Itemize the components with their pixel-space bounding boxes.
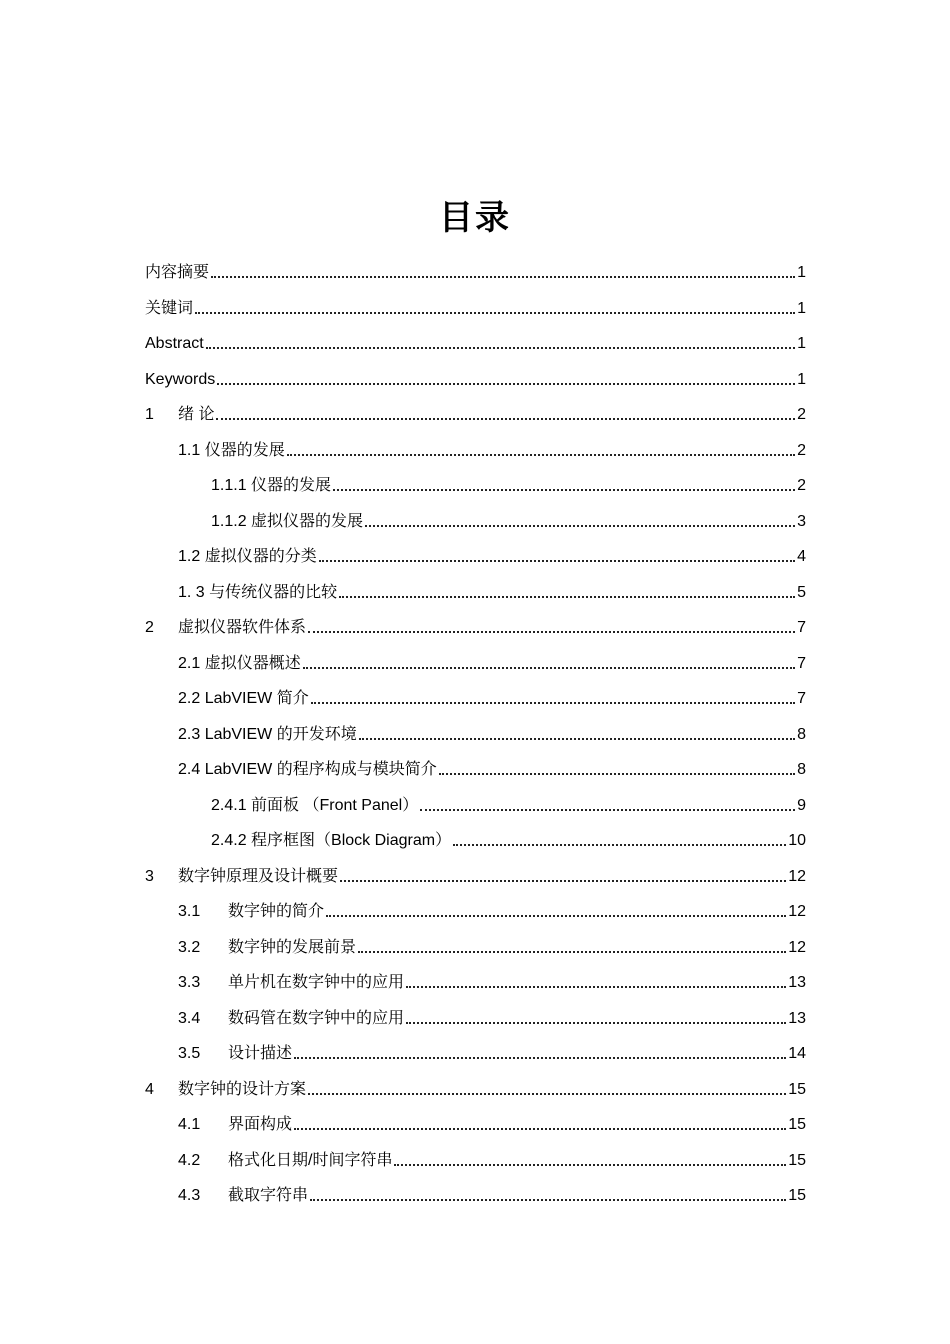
- toc-entry-title: 内容摘要: [145, 264, 210, 281]
- toc-entry-page: 12: [788, 938, 806, 956]
- toc-entry-page: 8: [797, 761, 806, 778]
- toc-entry[interactable]: [178, 675, 806, 709]
- toc-entry-title: 截取字符串: [228, 1187, 309, 1204]
- toc-entry-page: 2: [797, 441, 806, 459]
- toc-entry[interactable]: [145, 853, 806, 887]
- toc-entry-page: 7: [797, 619, 806, 636]
- toc-entry-title: 2.3 LabVIEW 的开发环境: [178, 725, 357, 743]
- toc-entry[interactable]: [145, 356, 806, 390]
- dot-leader: [308, 1093, 786, 1095]
- toc-entry-title: 2.4.1 前面板 （Front Panel）: [211, 796, 419, 814]
- toc-entry[interactable]: [178, 1137, 806, 1171]
- toc-entry-number: 4.1: [178, 1116, 201, 1133]
- toc-entry-page: 1: [797, 370, 806, 388]
- dot-leader: [359, 738, 795, 740]
- toc-entry-title: Keywords: [145, 370, 216, 388]
- toc-entry-title: 设计描述: [228, 1045, 293, 1062]
- dot-leader: [439, 773, 795, 775]
- toc-entry-number: 1: [145, 406, 154, 423]
- toc-entry-page: 13: [788, 1009, 806, 1027]
- toc-entry-page: 15: [788, 1151, 806, 1169]
- toc-entry-title: 1.1.1 仪器的发展: [211, 477, 332, 494]
- toc-entry[interactable]: [178, 533, 806, 567]
- toc-entry-number: 3.1: [178, 903, 201, 920]
- toc-entry-page: 7: [797, 690, 806, 707]
- toc-entry-number: 4.3: [178, 1187, 201, 1204]
- dot-leader: [311, 702, 795, 704]
- toc-entry[interactable]: [178, 888, 806, 922]
- toc-entry-page: 1: [797, 299, 806, 317]
- dot-leader: [340, 880, 786, 882]
- toc-entry-title: 格式化日期/时间字符串: [228, 1151, 393, 1169]
- toc-entry-number: 2: [145, 619, 154, 636]
- toc-entry[interactable]: [211, 462, 806, 496]
- toc-entry[interactable]: [178, 427, 806, 461]
- toc-entry-title: 数字钟的发展前景: [228, 938, 357, 956]
- dot-leader: [294, 1128, 786, 1130]
- dot-leader: [333, 489, 795, 491]
- toc-entry-title: 1.1 仪器的发展: [178, 441, 285, 459]
- toc-entry-number: 4.2: [178, 1151, 201, 1169]
- toc-entry-title: 1.1.2 虚拟仪器的发展: [211, 512, 364, 530]
- page-title: 目录: [439, 198, 511, 238]
- dot-leader: [287, 454, 795, 456]
- toc-entry-title: Abstract: [145, 335, 204, 352]
- toc-entry-title: 虚拟仪器软件体系: [178, 619, 307, 636]
- toc-entry-page: 15: [788, 1116, 806, 1133]
- toc-entry[interactable]: [145, 249, 806, 283]
- toc-entry-title: 数码管在数字钟中的应用: [228, 1009, 405, 1027]
- dot-leader: [420, 809, 795, 811]
- toc-entry-title: 2.4 LabVIEW 的程序构成与模块简介: [178, 761, 437, 778]
- toc-entry-page: 15: [788, 1187, 806, 1204]
- toc-entry-page: 7: [797, 654, 806, 672]
- dot-leader: [310, 1199, 786, 1201]
- dot-leader: [326, 915, 786, 917]
- toc-entry-number: 3.5: [178, 1045, 201, 1062]
- toc-entry-title: 数字钟的简介: [228, 903, 325, 920]
- toc-entry[interactable]: [178, 924, 806, 958]
- dot-leader: [365, 525, 795, 527]
- toc-entry-number: 3: [145, 867, 154, 885]
- toc-entry[interactable]: [145, 1066, 806, 1100]
- toc-entry-page: 12: [788, 903, 806, 920]
- toc-entry[interactable]: [178, 746, 806, 780]
- toc-entry[interactable]: [178, 959, 806, 993]
- toc-entry[interactable]: [178, 1030, 806, 1064]
- toc-entry-page: 9: [797, 796, 806, 814]
- toc-entry-title: 绪 论: [178, 406, 215, 423]
- toc-entry-page: 2: [797, 406, 806, 423]
- toc-entry[interactable]: [145, 320, 806, 354]
- toc-entry-page: 4: [797, 548, 806, 565]
- dot-leader: [406, 1022, 786, 1024]
- toc-entry-number: 3.3: [178, 974, 201, 991]
- toc-entry-page: 8: [797, 725, 806, 743]
- toc-entry-page: 15: [788, 1080, 806, 1098]
- toc-entry-title: 数字钟的设计方案: [178, 1080, 307, 1098]
- toc-entry-number: 3.4: [178, 1009, 201, 1027]
- dot-leader: [303, 667, 795, 669]
- toc-entry-number: 4: [145, 1080, 154, 1098]
- dot-leader: [195, 312, 795, 314]
- toc-entry-title: 数字钟原理及设计概要: [178, 867, 339, 885]
- dot-leader: [358, 951, 786, 953]
- dot-leader: [294, 1057, 786, 1059]
- dot-leader: [339, 596, 795, 598]
- toc-entry-page: 1: [797, 335, 806, 352]
- toc-entry-page: 10: [788, 832, 806, 849]
- toc-entry-number: 3.2: [178, 938, 201, 956]
- toc-entry-title: 单片机在数字钟中的应用: [228, 974, 405, 991]
- toc-entry-title: 2.2 LabVIEW 简介: [178, 690, 309, 707]
- toc-entry[interactable]: [178, 1172, 806, 1206]
- dot-leader: [211, 276, 795, 278]
- toc-entry[interactable]: [178, 711, 806, 745]
- toc-entry[interactable]: [178, 995, 806, 1029]
- toc-entry-page: 3: [797, 512, 806, 530]
- dot-leader: [406, 986, 786, 988]
- dot-leader: [206, 347, 795, 349]
- toc-entry-title: 1. 3 与传统仪器的比较: [178, 583, 338, 601]
- toc-entry-page: 2: [797, 477, 806, 494]
- dot-leader: [216, 418, 795, 420]
- dot-leader: [319, 560, 795, 562]
- dot-leader: [308, 631, 795, 633]
- toc-entry[interactable]: [145, 285, 806, 319]
- toc-entry[interactable]: [211, 817, 806, 851]
- toc-entry[interactable]: [178, 1101, 806, 1135]
- toc-entry-title: 1.2 虚拟仪器的分类: [178, 548, 317, 565]
- toc-entry[interactable]: [211, 782, 806, 816]
- toc-entry-page: 13: [788, 974, 806, 991]
- toc-entry-title: 界面构成: [228, 1116, 293, 1133]
- toc-entry-page: 12: [788, 867, 806, 885]
- toc-entry[interactable]: [178, 640, 806, 674]
- toc-entry-page: 14: [788, 1045, 806, 1062]
- toc-entry-page: 1: [797, 264, 806, 281]
- dot-leader: [453, 844, 786, 846]
- toc-entry-page: 5: [797, 583, 806, 601]
- toc-entry[interactable]: [145, 391, 806, 425]
- toc-entry[interactable]: [211, 498, 806, 532]
- dot-leader: [217, 383, 795, 385]
- toc-entry-title: 关键词: [145, 299, 194, 317]
- toc-entry[interactable]: [178, 569, 806, 603]
- toc-entry-title: 2.4.2 程序框图（Block Diagram）: [211, 832, 452, 849]
- toc-entry-title: 2.1 虚拟仪器概述: [178, 654, 301, 672]
- toc-entry[interactable]: [145, 604, 806, 638]
- dot-leader: [394, 1164, 786, 1166]
